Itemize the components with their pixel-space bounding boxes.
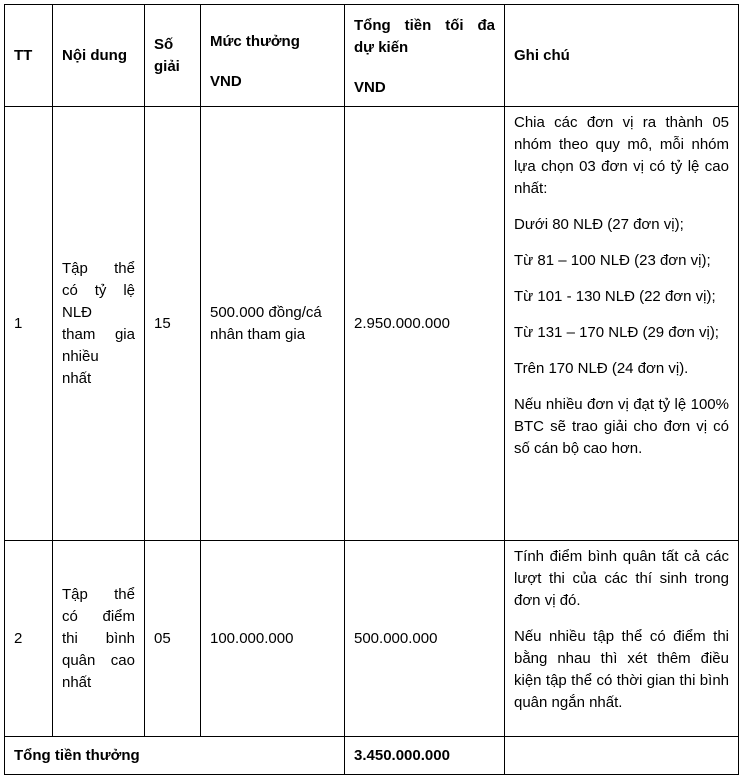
note-paragraph: Tính điểm bình quân tất cả các lượt thi của các thí sinh trong đơn vị đó. bbox=[514, 548, 729, 609]
header-noi-dung: Nội dung bbox=[53, 5, 145, 107]
cell-so-giai: 05 bbox=[145, 541, 201, 737]
cell-noi-dung-line: có điểm bbox=[62, 607, 135, 625]
cell-muc-thuong-line: 100.000.000 bbox=[210, 629, 294, 647]
cell-muc-thuong bbox=[201, 107, 345, 541]
cell-ghi-chu bbox=[505, 107, 739, 541]
cell-noi-dung-line: Tập thể bbox=[62, 585, 135, 603]
prize-table bbox=[4, 4, 739, 775]
note-paragraph: Nếu nhiều tập thể có điểm thi bằng nhau thì xét thêm điều kiện tập thể có thời gian thi bình quân ngắn nhất. bbox=[514, 628, 729, 711]
note-paragraph: Dưới 80 NLĐ (27 đơn vị); bbox=[514, 216, 684, 233]
cell-tt: 2 bbox=[5, 541, 53, 737]
table-row bbox=[5, 107, 739, 541]
header-row bbox=[5, 5, 739, 107]
cell-tong-tien: 500.000.000 bbox=[345, 541, 505, 737]
header-muc-thuong-unit: VND bbox=[210, 72, 242, 90]
cell-noi-dung-line: quân cao bbox=[62, 651, 135, 669]
header-tong-tien-unit: VND bbox=[354, 79, 386, 96]
header-so-giai-line1: Số bbox=[154, 35, 174, 53]
cell-noi-dung-line: nhiều bbox=[62, 347, 99, 365]
note-paragraph: Từ 81 – 100 NLĐ (23 đơn vị); bbox=[514, 252, 711, 269]
header-gap bbox=[210, 53, 335, 71]
cell-noi-dung-line: nhất bbox=[62, 369, 92, 387]
header-tt: TT bbox=[5, 5, 53, 107]
total-value: 3.450.000.000 bbox=[345, 737, 505, 775]
note-paragraph: Trên 170 NLĐ (24 đơn vị). bbox=[514, 360, 689, 377]
cell-noi-dung-line: Tập thể bbox=[62, 259, 135, 277]
total-label: Tổng tiền thưởng bbox=[5, 737, 345, 775]
table-row bbox=[5, 541, 739, 737]
note-paragraph: Từ 101 - 130 NLĐ (22 đơn vị); bbox=[514, 288, 716, 305]
header-tong-tien-line2: dự kiến bbox=[354, 39, 409, 56]
header-ghi-chu: Ghi chú bbox=[505, 5, 739, 107]
cell-muc-thuong-line: nhân tham gia bbox=[210, 325, 306, 343]
cell-noi-dung-line: tham gia bbox=[62, 325, 135, 343]
note-paragraph: Nếu nhiều đơn vị đạt tỷ lệ 100% BTC sẽ trao giải cho đơn vị có số cán bộ cao hơn. bbox=[514, 396, 729, 457]
header-gap bbox=[354, 59, 495, 77]
cell-ghi-chu bbox=[505, 541, 739, 737]
total-note-empty bbox=[505, 737, 739, 775]
note-paragraph: Từ 131 – 170 NLĐ (29 đơn vị); bbox=[514, 324, 719, 341]
cell-noi-dung bbox=[53, 107, 145, 541]
cell-noi-dung-line: nhất bbox=[62, 673, 92, 691]
cell-muc-thuong bbox=[201, 541, 345, 737]
cell-tong-tien: 2.950.000.000 bbox=[345, 107, 505, 541]
header-muc-thuong-label: Mức thưởng bbox=[210, 32, 300, 50]
cell-noi-dung-line: có tỷ lệ bbox=[62, 281, 135, 299]
cell-muc-thuong-line: 500.000 đồng/cá bbox=[210, 303, 322, 321]
header-tong-tien-line1: Tổng tiền tối đa bbox=[354, 17, 495, 34]
header-tong-tien bbox=[345, 5, 505, 107]
header-so-giai bbox=[145, 5, 201, 107]
header-muc-thuong bbox=[201, 5, 345, 107]
cell-noi-dung bbox=[53, 541, 145, 737]
total-row bbox=[5, 737, 739, 775]
note-paragraph: Chia các đơn vị ra thành 05 nhóm theo quy mô, mỗi nhóm lựa chọn 03 đơn vị có tỷ lệ cao nhất: bbox=[514, 114, 729, 197]
header-so-giai-line2: giải bbox=[154, 57, 180, 75]
cell-noi-dung-line: thi bình bbox=[62, 629, 135, 647]
cell-tt: 1 bbox=[5, 107, 53, 541]
cell-noi-dung-line: NLĐ bbox=[62, 303, 93, 321]
cell-so-giai: 15 bbox=[145, 107, 201, 541]
